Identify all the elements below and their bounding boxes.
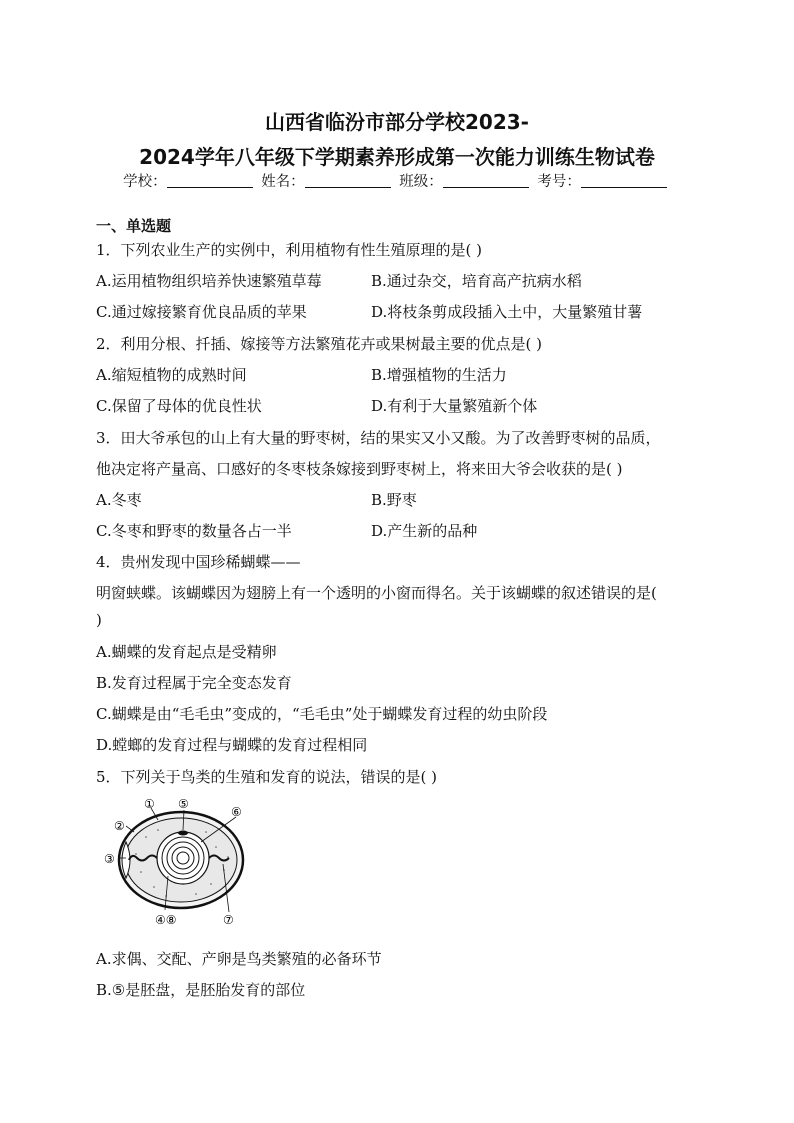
figure-label-5: ⑤ bbox=[178, 797, 189, 811]
question-5-option-a[interactable]: A.求偶、交配、产卵是鸟类繁殖的必备环节 bbox=[96, 950, 382, 968]
question-2-option-c[interactable]: C.保留了母体的优良性状 bbox=[96, 397, 262, 415]
question-3-option-d[interactable]: D.产生新的品种 bbox=[371, 522, 478, 540]
name-blank[interactable] bbox=[305, 173, 391, 188]
title-line-1: 山西省临汾市部分学校2023- bbox=[265, 110, 529, 134]
class-blank[interactable] bbox=[443, 173, 529, 188]
question-4-option-d[interactable]: D.螳螂的发育过程与蝴蝶的发育过程相同 bbox=[96, 736, 368, 754]
question-1-option-a[interactable]: A.运用植物组织培养快速繁殖草莓 bbox=[96, 272, 322, 290]
student-info-row bbox=[0, 170, 794, 191]
question-4-stem-line-1: 4．贵州发现中国珍稀蝴蝶—— bbox=[96, 553, 301, 571]
question-3-stem-line-2: 他决定将产量高、口感好的冬枣枝条嫁接到野枣树上，将来田大爷会收获的是( ) bbox=[96, 460, 623, 478]
question-4-stem-line-3: ) bbox=[96, 611, 102, 629]
question-4-stem-line-2: 明窗蛱蝶。该蝴蝶因为翅膀上有一个透明的小窗而得名。关于该蝴蝶的叙述错误的是( bbox=[96, 584, 657, 602]
question-2-option-b[interactable]: B.增强植物的生活力 bbox=[371, 366, 507, 384]
class-label: 班级： bbox=[399, 174, 443, 190]
figure-label-2: ② bbox=[114, 819, 125, 833]
question-1-stem: 1．下列农业生产的实例中，利用植物有性生殖原理的是( ) bbox=[96, 241, 483, 259]
section-title: 一、单选题 bbox=[96, 217, 172, 235]
school-label: 学校： bbox=[123, 174, 167, 190]
figure-label-3: ③ bbox=[104, 852, 115, 866]
question-3-stem-line-1: 3．田大爷承包的山上有大量的野枣树，结的果实又小又酸。为了改善野枣树的品质， bbox=[96, 429, 661, 447]
question-3-option-b[interactable]: B.野枣 bbox=[371, 491, 417, 509]
question-2-stem: 2．利用分根、扦插、嫁接等方法繁殖花卉或果树最主要的优点是( ) bbox=[96, 335, 543, 353]
figure-label-6: ⑥ bbox=[231, 805, 242, 819]
question-2-option-a[interactable]: A.缩短植物的成熟时间 bbox=[96, 366, 247, 384]
name-label: 姓名： bbox=[261, 174, 305, 190]
question-4-option-a[interactable]: A.蝴蝶的发育起点是受精卵 bbox=[96, 643, 277, 661]
question-4-option-c[interactable]: C.蝴蝶是由“毛毛虫”变成的，“毛毛虫”处于蝴蝶发育过程的幼虫阶段 bbox=[96, 705, 548, 723]
question-1-option-c[interactable]: C.通过嫁接繁育优良品质的苹果 bbox=[96, 303, 307, 321]
egg-structure-figure bbox=[96, 792, 256, 937]
number-label: 考号： bbox=[537, 174, 581, 190]
question-3-option-a[interactable]: A.冬枣 bbox=[96, 491, 142, 509]
question-5-option-b[interactable]: B.⑤是胚盘，是胚胎发育的部位 bbox=[96, 981, 306, 999]
figure-label-4-8: ④⑧ bbox=[155, 913, 177, 927]
question-5-stem: 5．下列关于鸟类的生殖和发育的说法，错误的是( ) bbox=[96, 768, 438, 786]
figure-label-7: ⑦ bbox=[223, 913, 234, 927]
title-line-2: 2024学年八年级下学期素养形成第一次能力训练生物试卷 bbox=[139, 145, 655, 169]
figure-label-1: ① bbox=[144, 797, 155, 811]
school-blank[interactable] bbox=[167, 173, 253, 188]
number-blank[interactable] bbox=[581, 173, 667, 188]
question-1-option-b[interactable]: B.通过杂交，培育高产抗病水稻 bbox=[371, 272, 582, 290]
question-1-option-d[interactable]: D.将枝条剪成段插入土中，大量繁殖甘薯 bbox=[371, 303, 643, 321]
question-2-option-d[interactable]: D.有利于大量繁殖新个体 bbox=[371, 397, 538, 415]
question-3-option-c[interactable]: C.冬枣和野枣的数量各占一半 bbox=[96, 522, 292, 540]
question-4-option-b[interactable]: B.发育过程属于完全变态发育 bbox=[96, 674, 292, 692]
